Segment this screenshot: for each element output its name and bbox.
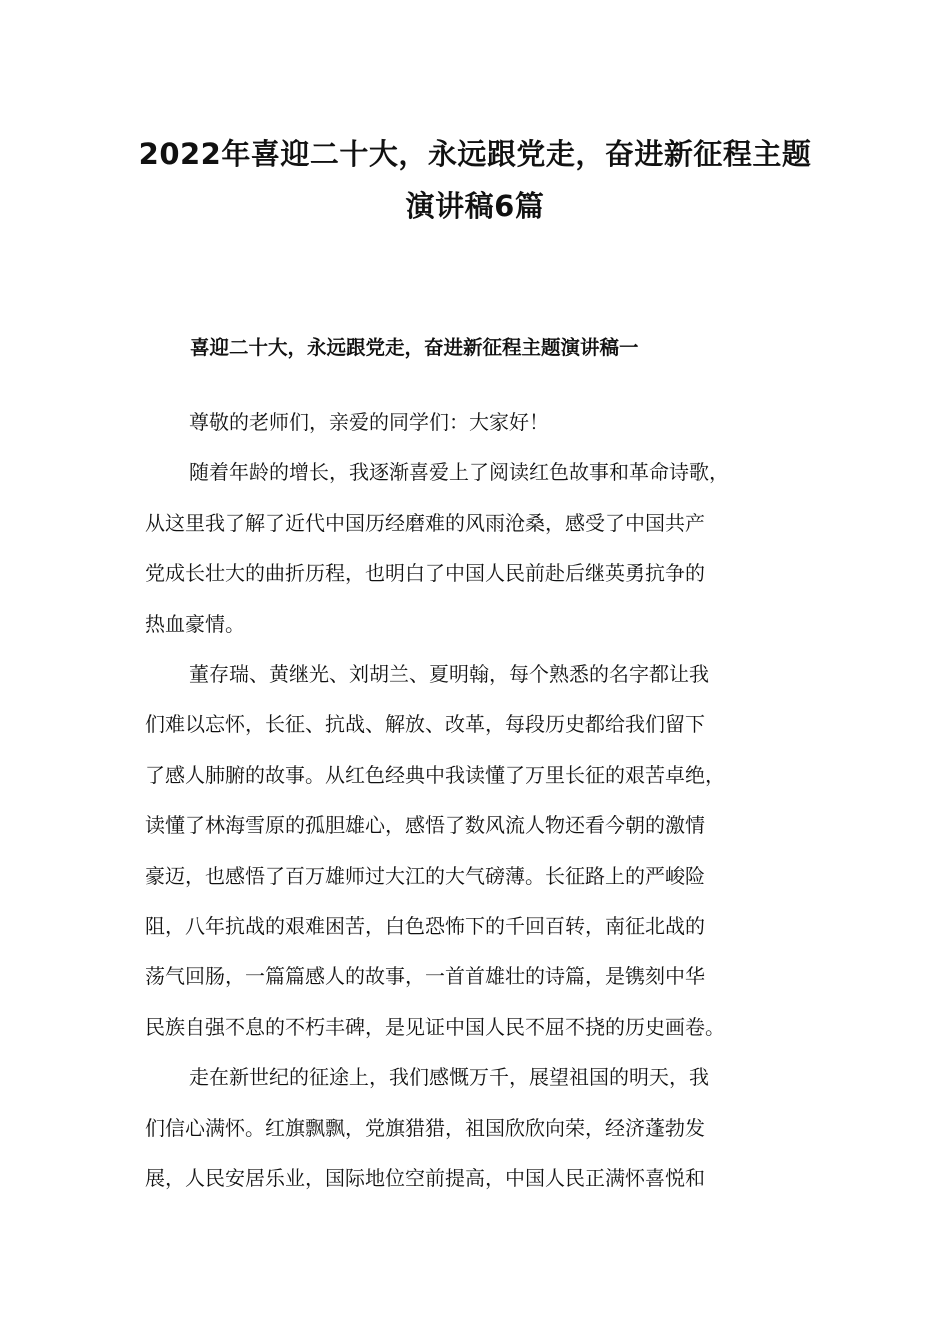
- paragraph: [145, 649, 825, 1052]
- text-line: 荡气回肠，一篇篇感人的故事，一首首雄壮的诗篇，是镌刻中华: [145, 964, 705, 989]
- text-line: 董存瑞、黄继光、刘胡兰、夏明翰，每个熟悉的名字都让我: [189, 662, 709, 687]
- text-line: 从这里我了解了近代中国历经磨难的风雨沧桑，感受了中国共产: [145, 510, 705, 535]
- paragraph: [145, 1052, 825, 1203]
- text-line: 展，人民安居乐业，国际地位空前提高，中国人民正满怀喜悦和: [145, 1166, 705, 1191]
- text-line: 读懂了林海雪原的孤胆雄心，感悟了数风流人物还看今朝的激情: [145, 813, 705, 838]
- text-line: 热血豪情。: [145, 611, 245, 636]
- title-line: 2022年喜迎二十大，永远跟党走，奋进新征程主题: [138, 137, 812, 171]
- text-line: 阻，八年抗战的艰难困苦，白色恐怖下的千回百转，南征北战的: [145, 914, 705, 939]
- paragraph-greeting: [145, 397, 825, 447]
- text-line: 豪迈，也感悟了百万雄师过大江的大气磅薄。长征路上的严峻险: [145, 863, 705, 888]
- document-body: [145, 397, 825, 1204]
- text-line: 了感人肺腑的故事。从红色经典中我读懂了万里长征的艰苦卓绝，: [145, 762, 725, 787]
- document-title: [120, 128, 830, 232]
- text-line: 党成长壮大的曲折历程，也明白了中国人民前赴后继英勇抗争的: [145, 561, 705, 586]
- text-line: 尊敬的老师们，亲爱的同学们：大家好！: [189, 410, 549, 434]
- text-line: 民族自强不息的不朽丰碑，是见证中国人民不屈不挠的历史画卷。: [145, 1014, 725, 1039]
- text-line: 们难以忘怀，长征、抗战、解放、改革，每段历史都给我们留下: [145, 712, 705, 737]
- paragraph: [145, 447, 825, 649]
- section-heading: 喜迎二十大，永远跟党走，奋进新征程主题演讲稿一: [190, 336, 639, 359]
- text-line: 随着年龄的增长，我逐渐喜爱上了阅读红色故事和革命诗歌，: [189, 460, 729, 485]
- text-line: 走在新世纪的征途上，我们感慨万千，展望祖国的明天，我: [189, 1065, 709, 1090]
- text-line: 们信心满怀。红旗飘飘，党旗猎猎，祖国欣欣向荣，经济蓬勃发: [145, 1115, 705, 1140]
- title-line: 演讲稿6篇: [405, 189, 545, 223]
